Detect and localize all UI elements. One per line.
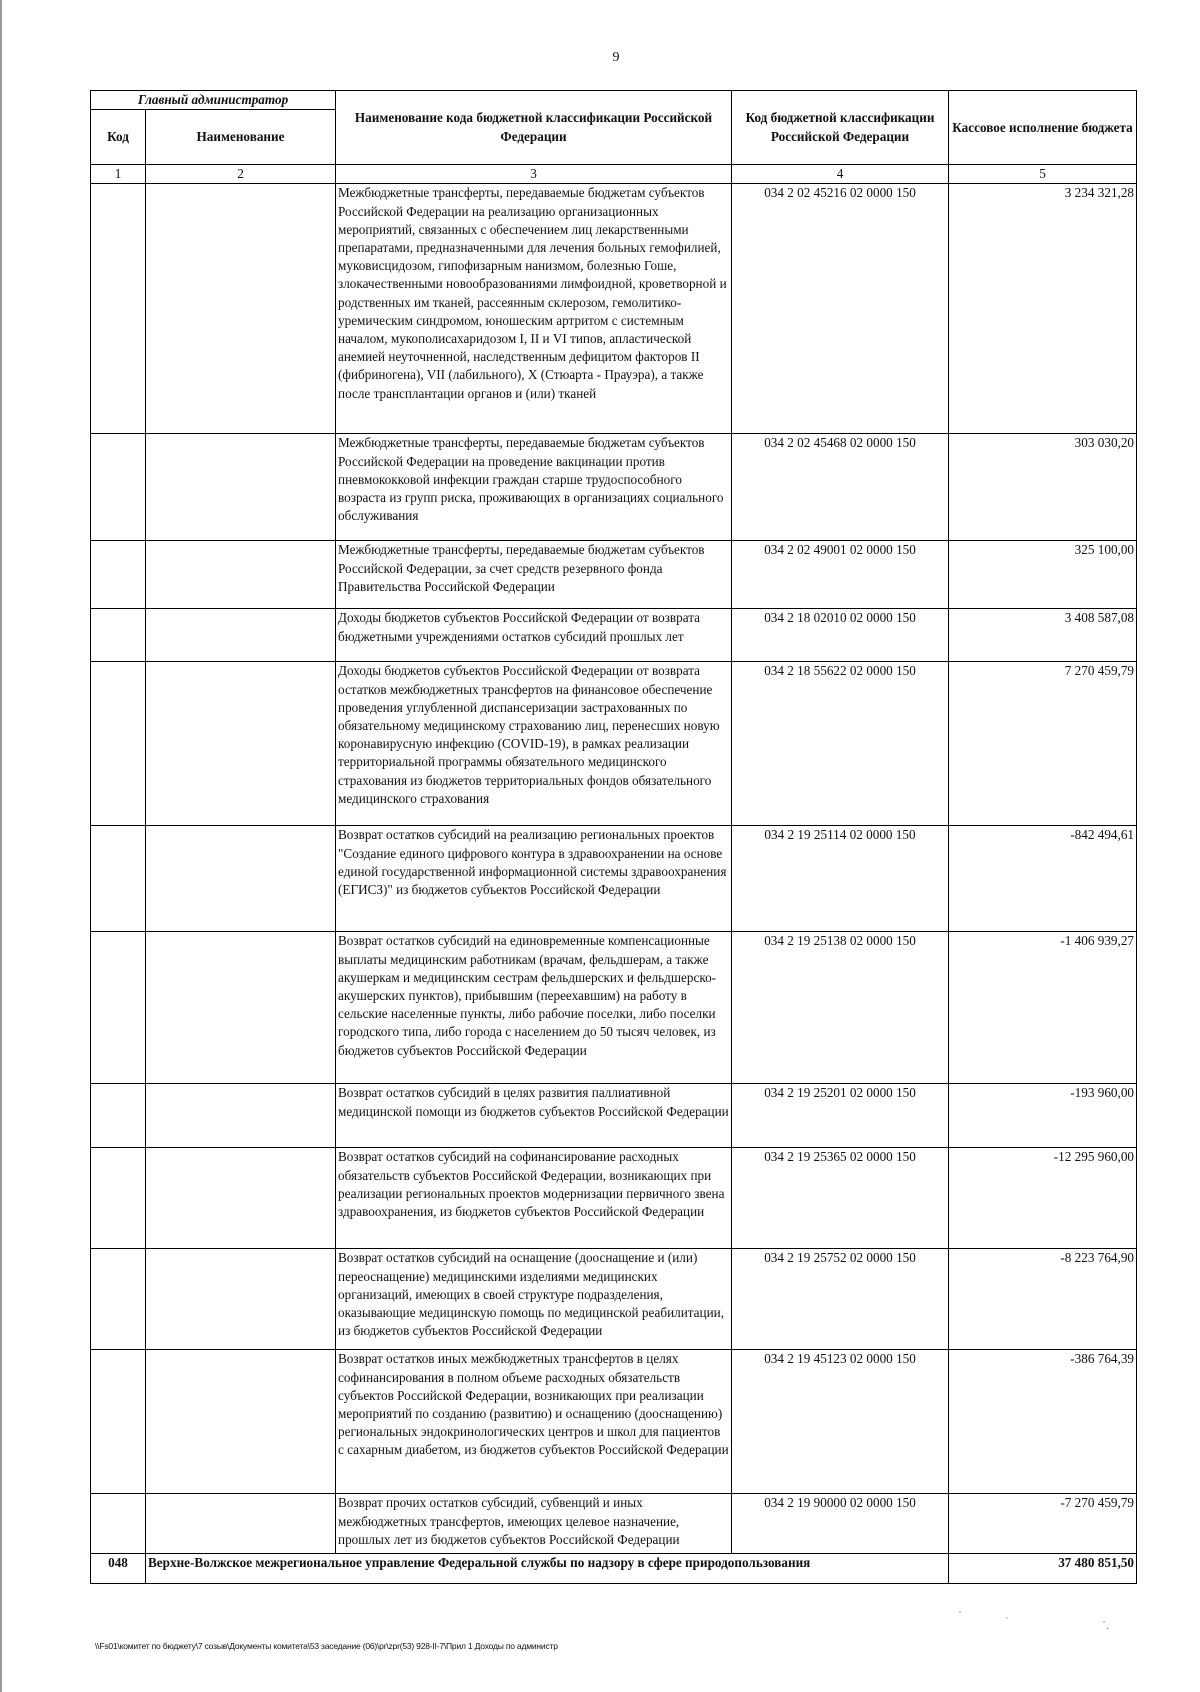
admin-name-cell (146, 609, 336, 662)
scan-mark: ˙ (958, 1608, 962, 1622)
admin-code-cell (91, 1249, 146, 1350)
table-row (91, 434, 1137, 541)
bk-name-cell: Возврат прочих остатков субсидий, субвенций и иных межбюджетных трансфертов, имеющих целевое назначение, прошлых лет из бюджетов субъектов Российской Федерации (336, 1494, 732, 1554)
table-row (91, 609, 1137, 662)
bk-code-cell: 034 2 02 45468 02 0000 150 (732, 434, 949, 541)
admin-name-cell (146, 662, 336, 826)
file-path-footer: \\Fs01\комитет по бюджету\7 созыв\Документы комитета\53 заседание (06)\pr\zpr(53) 928-II-7\Прил 1 Доходы по администр (95, 1641, 558, 1651)
total-row (91, 1554, 1137, 1584)
amount-cell: -8 223 764,90 (949, 1249, 1137, 1350)
amount-cell: 3 408 587,08 (949, 609, 1137, 662)
amount-cell: -842 494,61 (949, 826, 1137, 932)
admin-name-cell (146, 826, 336, 932)
bk-name-cell: Межбюджетные трансферты, передаваемые бюджетам субъектов Российской Федерации на проведение вакцинации против пневмококковой инфекции граждан старше трудоспособного возраста из групп риска, проживающих в организациях социального обслуживания (336, 434, 732, 541)
bk-name-cell: Возврат остатков субсидий на оснащение (дооснащение и (или) переоснащение) медицинскими изделиями медицинских организаций, имеющих в своей структуре подразделения, оказывающие медицинскую помощь по медицинской реабилитации, из бюджетов субъектов Российской Федерации (336, 1249, 732, 1350)
bk-name-cell: Возврат остатков иных межбюджетных трансфертов в целях софинансирования в полном объеме расходных обязательств субъектов Российской Федерации, возникающих при реализации мероприятий по созданию (развитию) и оснащению (дооснащению) региональных эндокринологических центров и школ для пациентов с сахарным диабетом, из бюджетов субъектов Российской Федерации (336, 1350, 732, 1494)
bk-code-cell: 034 2 02 45216 02 0000 150 (732, 184, 949, 434)
total-admin-code: 048 (91, 1554, 146, 1584)
table-row (91, 1084, 1137, 1148)
column-number: 5 (949, 165, 1137, 184)
admin-code-cell (91, 662, 146, 826)
page-number: 9 (612, 50, 620, 65)
bk-name-cell: Межбюджетные трансферты, передаваемые бюджетам субъектов Российской Федерации на реализацию организационных мероприятий, связанных с обеспечением лиц лекарственными препаратами, предназначенными для лечения больных гемофилией, муковисцидозом, гипофизарным нанизмом, болезнью Гоше, злокачественными новообразованиями лимфоидной, кроветворной и родственных им тканей, рассеянным склерозом, гемолитико-уремическим синдромом, юношеским артритом с системным началом, мукополисахаридозом I, II и VI типов, апластической анемией неуточненной, наследственным дефицитом факторов II (фибриногена), VII (лабильного), X (Стюарта - Прауэра), а также после трансплантации органов и (или) тканей (336, 184, 732, 434)
bk-code-cell: 034 2 19 25201 02 0000 150 (732, 1084, 949, 1148)
table-row (91, 826, 1137, 932)
amount-cell: 3 234 321,28 (949, 184, 1137, 434)
amount-cell: 7 270 459,79 (949, 662, 1137, 826)
table-row (91, 1350, 1137, 1494)
execution-header: Кассовое исполнение бюджета (949, 91, 1137, 165)
total-admin-name: Верхне-Волжское межрегиональное управление Федеральной службы по надзору в сфере природопользования (146, 1554, 949, 1584)
admin-name-cell (146, 541, 336, 609)
admin-name-cell (146, 1148, 336, 1249)
bk-code-cell: 034 2 19 25752 02 0000 150 (732, 1249, 949, 1350)
table-header (91, 91, 1137, 184)
table-row (91, 932, 1137, 1084)
bk-name-cell: Межбюджетные трансферты, передаваемые бюджетам субъектов Российской Федерации, за счет средств резервного фонда Правительства Российской Федерации (336, 541, 732, 609)
name-header: Наименование (146, 110, 336, 165)
admin-name-cell (146, 434, 336, 541)
amount-cell: 303 030,20 (949, 434, 1137, 541)
bk-code-cell: 034 2 19 90000 02 0000 150 (732, 1494, 949, 1554)
admin-name-cell (146, 1249, 336, 1350)
column-number: 4 (732, 165, 949, 184)
budget-table (90, 90, 1137, 1584)
bk-code-header: Код бюджетной классификации Российской Федерации (732, 91, 949, 165)
admin-code-cell (91, 932, 146, 1084)
column-number: 3 (336, 165, 732, 184)
admin-code-cell (91, 1084, 146, 1148)
bk-name-cell: Возврат остатков субсидий на софинансирование расходных обязательств субъектов Российской Федерации, возникающих при реализации региональных проектов модернизации первичного звена здравоохранения, из бюджетов субъектов Российской Федерации (336, 1148, 732, 1249)
admin-code-cell (91, 541, 146, 609)
column-numbers-row (91, 165, 1137, 184)
main-admin-header: Главный администратор (91, 91, 336, 110)
admin-code-cell (91, 826, 146, 932)
bk-code-cell: 034 2 19 45123 02 0000 150 (732, 1350, 949, 1494)
bk-code-cell: 034 2 19 25365 02 0000 150 (732, 1148, 949, 1249)
bk-name-cell: Доходы бюджетов субъектов Российской Федерации от возврата бюджетными учреждениями остатков субсидий прошлых лет (336, 609, 732, 662)
admin-code-cell (91, 1350, 146, 1494)
code-header: Код (91, 110, 146, 165)
amount-cell: -386 764,39 (949, 1350, 1137, 1494)
column-number: 1 (91, 165, 146, 184)
bk-code-cell: 034 2 02 49001 02 0000 150 (732, 541, 949, 609)
admin-code-cell (91, 1494, 146, 1554)
bk-code-cell: 034 2 19 25138 02 0000 150 (732, 932, 949, 1084)
admin-name-cell (146, 184, 336, 434)
table-row (91, 184, 1137, 434)
total-amount: 37 480 851,50 (949, 1554, 1137, 1584)
bk-code-cell: 034 2 18 02010 02 0000 150 (732, 609, 949, 662)
bk-code-cell: 034 2 18 55622 02 0000 150 (732, 662, 949, 826)
column-number: 2 (146, 165, 336, 184)
admin-code-cell (91, 184, 146, 434)
bk-name-header: Наименование кода бюджетной классификации Российской Федерации (336, 91, 732, 165)
bk-name-cell: Возврат остатков субсидий на реализацию региональных проектов "Создание единого цифрового контура в здравоохранении на основе единой государственной информационной системы здравоохранения (ЕГИСЗ)" из бюджетов субъектов Российской Федерации (336, 826, 732, 932)
admin-name-cell (146, 1350, 336, 1494)
scan-edge (0, 0, 2, 1692)
amount-cell: -193 960,00 (949, 1084, 1137, 1148)
table-body (91, 184, 1137, 1584)
bk-name-cell: Возврат остатков субсидий в целях развития паллиативной медицинской помощи из бюджетов субъектов Российской Федерации (336, 1084, 732, 1148)
scan-mark: ˙. (1102, 1618, 1109, 1632)
table-row (91, 662, 1137, 826)
admin-code-cell (91, 609, 146, 662)
scan-mark: ˙ (1005, 1614, 1009, 1628)
amount-cell: -1 406 939,27 (949, 932, 1137, 1084)
amount-cell: -7 270 459,79 (949, 1494, 1137, 1554)
admin-name-cell (146, 932, 336, 1084)
table-row (91, 1249, 1137, 1350)
bk-name-cell: Доходы бюджетов субъектов Российской Федерации от возврата остатков межбюджетных трансфертов на финансовое обеспечение проведения углубленной диспансеризации застрахованных по обязательному медицинскому страхованию лиц, перенесших новую коронавирусную инфекцию (COVID-19), в рамках реализации территориальной программы обязательного медицинского страхования из бюджетов территориальных фондов обязательного медицинского страхования (336, 662, 732, 826)
bk-name-cell: Возврат остатков субсидий на единовременные компенсационные выплаты медицинским работникам (врачам, фельдшерам, а также акушеркам и медицинским сестрам фельдшерских и фельдшерско-акушерских пунктов), прибывшим (переехавшим) на работу в сельские населенные пункты, либо рабочие поселки, либо поселки городского типа, либо города с населением до 50 тысяч человек, из бюджетов субъектов Российской Федерации (336, 932, 732, 1084)
admin-code-cell (91, 1148, 146, 1249)
admin-name-cell (146, 1494, 336, 1554)
table-row (91, 1494, 1137, 1554)
bk-code-cell: 034 2 19 25114 02 0000 150 (732, 826, 949, 932)
admin-name-cell (146, 1084, 336, 1148)
table-row (91, 541, 1137, 609)
admin-code-cell (91, 434, 146, 541)
table-row (91, 1148, 1137, 1249)
amount-cell: 325 100,00 (949, 541, 1137, 609)
amount-cell: -12 295 960,00 (949, 1148, 1137, 1249)
